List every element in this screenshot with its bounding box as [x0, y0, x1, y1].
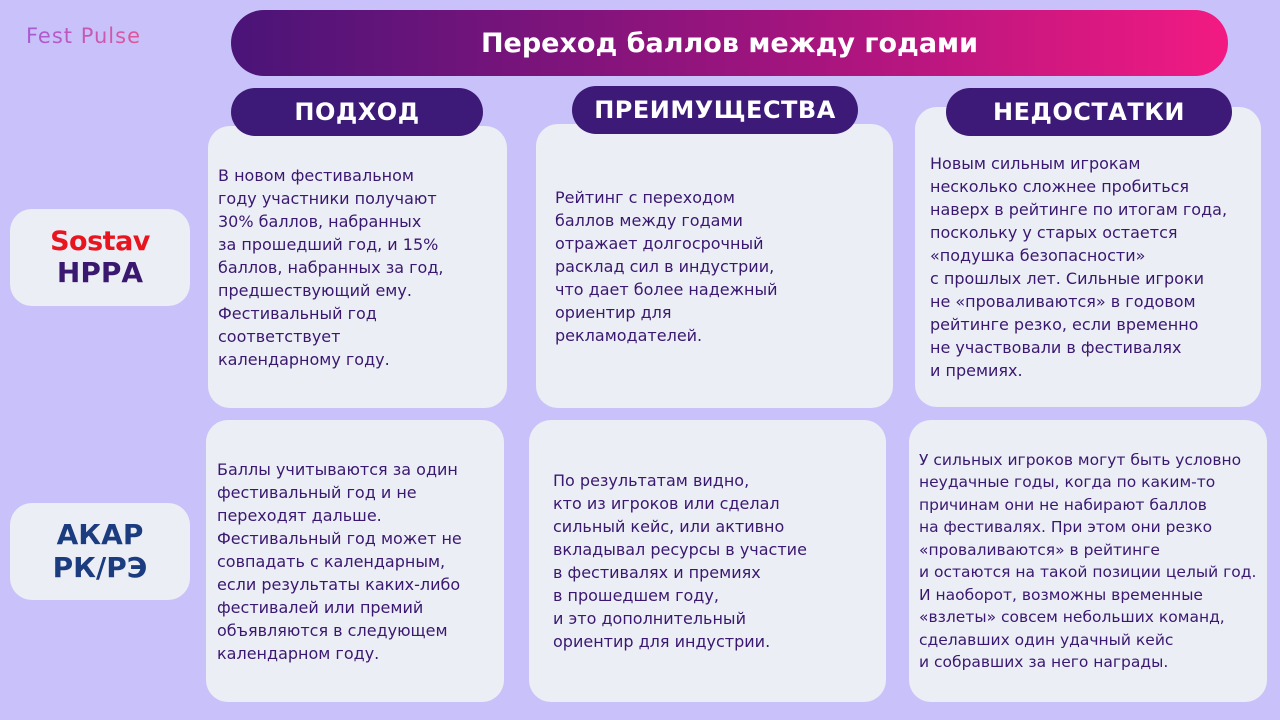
page-title: Переход баллов между годами: [231, 10, 1228, 76]
card-text: Баллы учитываются за один фестивальный год и не переходят дальше. Фестивальный год может не совпадать с календарным, если результаты каких-либо фестивалей или премий объявляются в следующем календарном году.: [217, 459, 462, 663]
fest-pulse-logo: Fest Pulse: [26, 24, 141, 48]
card-advantages-sostav: [536, 124, 893, 408]
card-text: Рейтинг с переходом баллов между годами отражает долгосрочный расклад сил в индустрии, что дает более надежный ориентир для рекламодателей.: [555, 187, 778, 345]
card-text: По результатам видно, кто из игроков или сделал сильный кейс, или активно вкладывал ресурсы в участие в фестивалях и премиях в прошедшем году, и это дополнительный ориентир для индустрии.: [553, 471, 807, 651]
card-disadvantages-sostav: [915, 107, 1261, 407]
hrpa-label: НРРА: [56, 255, 144, 289]
card-approach-akar: [206, 420, 504, 702]
card-approach-sostav: [208, 126, 507, 408]
card-text: Новым сильным игрокам несколько сложнее пробиться наверх в рейтинге по итогам года, поскольку у старых остается «подушка безопасности» с прошлых лет. Сильные игроки не «проваливаются» в годовом рейтинге резко, если временно не участвовали в фестивалях и премиях.: [930, 154, 1228, 380]
column-header-advantages: ПРЕИМУЩЕСТВА: [572, 86, 858, 134]
column-header-approach: ПОДХОД: [231, 88, 483, 136]
row-label-sostav-hrpa: [10, 209, 190, 306]
row-label-akar-rkre: [10, 503, 190, 600]
rkre-label: РК/РЭ: [52, 550, 148, 584]
card-advantages-akar: [529, 420, 886, 702]
akar-label: АКАР: [56, 518, 144, 552]
card-text: В новом фестивальном году участники получают 30% баллов, набранных за прошедший год, и 15% баллов, набранных за год, предшествующий ему. Фестивальный год соответствует календарному году.: [218, 165, 444, 369]
column-header-disadvantages: НЕДОСТАТКИ: [946, 88, 1232, 136]
card-text: У сильных игроков могут быть условно неудачные годы, когда по каким-то причинам они не набирают баллов на фестивалях. При этом они резко «проваливаются» в рейтинге и остаются на такой позиции целый год. И наоборот, возможны временные «взлеты» совсем небольших команд, сделавших один удачный кейс и собравших за него награды.: [919, 450, 1257, 671]
sostav-logo-text: Sostav: [50, 225, 150, 257]
card-disadvantages-akar: [909, 420, 1267, 702]
